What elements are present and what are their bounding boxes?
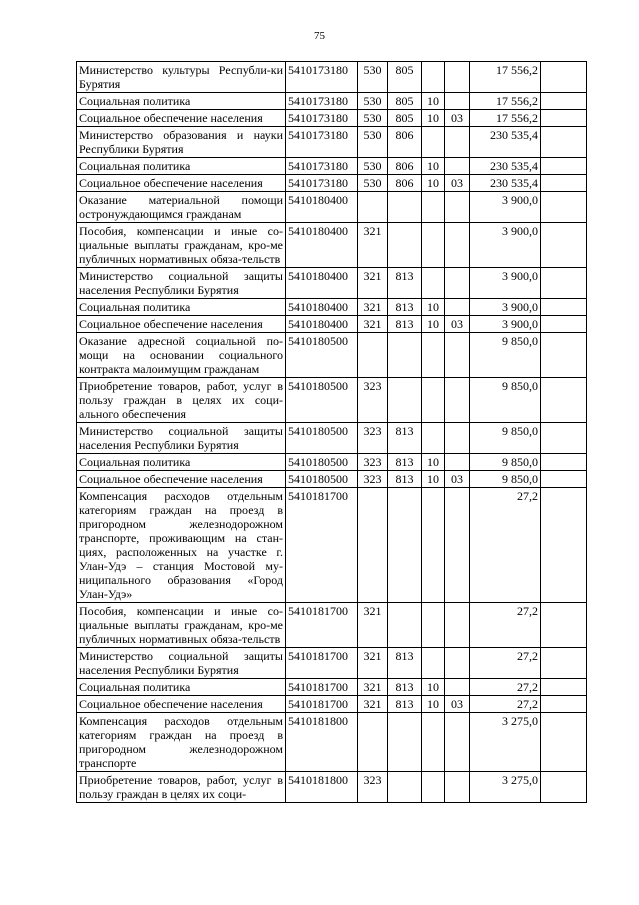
row-code-cell: 5410181700: [286, 488, 358, 603]
row-code-cell: 5410180500: [286, 423, 358, 454]
row-code-cell: 5410180400: [286, 268, 358, 299]
row-grbs-cell: 813: [388, 268, 422, 299]
row-amount-cell: 27,2: [470, 603, 541, 648]
row-blank-cell: [541, 110, 587, 127]
row-amount-cell: 9 850,0: [470, 378, 541, 423]
row-pr-cell: [445, 772, 470, 803]
table-row: [77, 175, 587, 192]
row-vr-cell: 321: [358, 316, 388, 333]
row-grbs-cell: 805: [388, 62, 422, 93]
row-grbs-cell: 813: [388, 423, 422, 454]
row-amount-cell: 27,2: [470, 696, 541, 713]
table-row: [77, 333, 587, 378]
row-rz-cell: [422, 603, 445, 648]
row-pr-cell: 03: [445, 471, 470, 488]
table-row: [77, 696, 587, 713]
row-blank-cell: [541, 648, 587, 679]
row-name-cell: Приобретение товаров, работ, услуг в пользу граждан в целях их соци-: [77, 772, 286, 803]
row-grbs-cell: 813: [388, 454, 422, 471]
row-vr-cell: 530: [358, 93, 388, 110]
row-blank-cell: [541, 696, 587, 713]
row-amount-cell: 3 900,0: [470, 223, 541, 268]
row-rz-cell: [422, 488, 445, 603]
table-row: [77, 268, 587, 299]
row-code-cell: 5410181800: [286, 713, 358, 772]
table-row: [77, 488, 587, 603]
row-vr-cell: 323: [358, 471, 388, 488]
row-vr-cell: 321: [358, 679, 388, 696]
row-grbs-cell: 813: [388, 299, 422, 316]
table-row: [77, 223, 587, 268]
row-name-cell: Компенсация расходов отдельным категориям граждан на проезд в пригородном железнодорожном транспорте, проживающим на стан-циях, расположенных на участке г. Улан-Удэ – станция Мостовой му-ниципального образования «Город Улан-Удэ»: [77, 488, 286, 603]
row-pr-cell: [445, 603, 470, 648]
table-row: [77, 316, 587, 333]
row-rz-cell: [422, 648, 445, 679]
table-row: [77, 127, 587, 158]
row-vr-cell: 321: [358, 696, 388, 713]
row-amount-cell: 27,2: [470, 488, 541, 603]
table-row: [77, 648, 587, 679]
row-amount-cell: 9 850,0: [470, 471, 541, 488]
row-blank-cell: [541, 299, 587, 316]
row-vr-cell: 321: [358, 648, 388, 679]
row-rz-cell: 10: [422, 110, 445, 127]
table-row: [77, 603, 587, 648]
row-pr-cell: [445, 333, 470, 378]
row-code-cell: 5410181700: [286, 696, 358, 713]
row-vr-cell: 323: [358, 772, 388, 803]
row-amount-cell: 3 900,0: [470, 268, 541, 299]
row-code-cell: 5410180500: [286, 471, 358, 488]
row-name-cell: Министерство социальной защиты населения Республики Бурятия: [77, 268, 286, 299]
row-grbs-cell: 805: [388, 93, 422, 110]
row-vr-cell: [358, 488, 388, 603]
row-grbs-cell: 813: [388, 316, 422, 333]
row-code-cell: 5410181800: [286, 772, 358, 803]
row-pr-cell: [445, 158, 470, 175]
row-grbs-cell: 806: [388, 158, 422, 175]
row-grbs-cell: [388, 192, 422, 223]
row-blank-cell: [541, 223, 587, 268]
row-blank-cell: [541, 127, 587, 158]
row-pr-cell: 03: [445, 175, 470, 192]
row-amount-cell: 230 535,4: [470, 127, 541, 158]
row-amount-cell: 17 556,2: [470, 93, 541, 110]
row-amount-cell: 3 275,0: [470, 713, 541, 772]
row-rz-cell: 10: [422, 299, 445, 316]
table-row: [77, 110, 587, 127]
row-amount-cell: 3 900,0: [470, 316, 541, 333]
row-rz-cell: [422, 713, 445, 772]
row-amount-cell: 3 900,0: [470, 192, 541, 223]
row-grbs-cell: 806: [388, 127, 422, 158]
row-pr-cell: [445, 93, 470, 110]
row-name-cell: Министерство социальной защиты населения Республики Бурятия: [77, 423, 286, 454]
row-name-cell: Компенсация расходов отдельным категориям граждан на проезд в пригородном железнодорожном транспорте: [77, 713, 286, 772]
row-name-cell: Социальная политика: [77, 454, 286, 471]
row-grbs-cell: [388, 223, 422, 268]
row-amount-cell: 230 535,4: [470, 175, 541, 192]
row-vr-cell: 530: [358, 158, 388, 175]
row-rz-cell: [422, 62, 445, 93]
row-name-cell: Пособия, компенсации и иные со-циальные выплаты гражданам, кро-ме публичных нормативных обяза-тельств: [77, 603, 286, 648]
table-row: [77, 93, 587, 110]
row-vr-cell: 321: [358, 268, 388, 299]
row-blank-cell: [541, 488, 587, 603]
row-grbs-cell: 813: [388, 648, 422, 679]
row-pr-cell: [445, 713, 470, 772]
row-pr-cell: [445, 268, 470, 299]
row-rz-cell: [422, 192, 445, 223]
row-grbs-cell: [388, 772, 422, 803]
row-rz-cell: 10: [422, 93, 445, 110]
row-amount-cell: 3 275,0: [470, 772, 541, 803]
row-name-cell: Социальное обеспечение населения: [77, 316, 286, 333]
row-name-cell: Министерство социальной защиты населения Республики Бурятия: [77, 648, 286, 679]
row-rz-cell: [422, 333, 445, 378]
page-number: 75: [314, 30, 325, 42]
row-blank-cell: [541, 333, 587, 378]
row-grbs-cell: [388, 488, 422, 603]
row-pr-cell: [445, 192, 470, 223]
row-blank-cell: [541, 603, 587, 648]
row-blank-cell: [541, 454, 587, 471]
row-pr-cell: [445, 454, 470, 471]
row-rz-cell: 10: [422, 316, 445, 333]
table-row: [77, 299, 587, 316]
row-grbs-cell: [388, 603, 422, 648]
row-vr-cell: 321: [358, 223, 388, 268]
row-name-cell: Социальное обеспечение населения: [77, 110, 286, 127]
row-vr-cell: 530: [358, 110, 388, 127]
row-amount-cell: 27,2: [470, 679, 541, 696]
row-rz-cell: [422, 772, 445, 803]
row-code-cell: 5410173180: [286, 110, 358, 127]
row-pr-cell: 03: [445, 316, 470, 333]
row-vr-cell: [358, 713, 388, 772]
row-vr-cell: 323: [358, 423, 388, 454]
row-amount-cell: 9 850,0: [470, 423, 541, 454]
budget-table-body: [77, 62, 587, 803]
row-name-cell: Министерство образования и науки Республики Бурятия: [77, 127, 286, 158]
row-rz-cell: [422, 127, 445, 158]
row-blank-cell: [541, 175, 587, 192]
row-blank-cell: [541, 158, 587, 175]
row-name-cell: Пособия, компенсации и иные со-циальные выплаты гражданам, кро-ме публичных нормативных обяза-тельств: [77, 223, 286, 268]
row-grbs-cell: 813: [388, 696, 422, 713]
row-pr-cell: [445, 223, 470, 268]
row-code-cell: 5410173180: [286, 93, 358, 110]
row-grbs-cell: [388, 333, 422, 378]
row-pr-cell: 03: [445, 696, 470, 713]
row-grbs-cell: [388, 378, 422, 423]
row-code-cell: 5410181700: [286, 679, 358, 696]
row-rz-cell: 10: [422, 454, 445, 471]
row-name-cell: Оказание адресной социальной по-мощи на основании социального контракта малоимущим гражданам: [77, 333, 286, 378]
row-vr-cell: 321: [358, 299, 388, 316]
row-pr-cell: [445, 127, 470, 158]
row-amount-cell: 230 535,4: [470, 158, 541, 175]
row-grbs-cell: 806: [388, 175, 422, 192]
row-code-cell: 5410181700: [286, 603, 358, 648]
row-code-cell: 5410180500: [286, 378, 358, 423]
row-amount-cell: 9 850,0: [470, 454, 541, 471]
table-row: [77, 713, 587, 772]
row-code-cell: 5410173180: [286, 127, 358, 158]
row-code-cell: 5410180400: [286, 299, 358, 316]
row-code-cell: 5410180500: [286, 333, 358, 378]
row-name-cell: Приобретение товаров, работ, услуг в пользу граждан в целях их соци-ального обеспечения: [77, 378, 286, 423]
table-row: [77, 772, 587, 803]
row-pr-cell: [445, 299, 470, 316]
row-code-cell: 5410173180: [286, 175, 358, 192]
row-blank-cell: [541, 772, 587, 803]
row-rz-cell: [422, 378, 445, 423]
row-blank-cell: [541, 471, 587, 488]
row-pr-cell: [445, 679, 470, 696]
row-vr-cell: [358, 333, 388, 378]
table-row: [77, 679, 587, 696]
row-vr-cell: 323: [358, 454, 388, 471]
row-name-cell: Социальное обеспечение населения: [77, 696, 286, 713]
row-blank-cell: [541, 713, 587, 772]
row-rz-cell: [422, 223, 445, 268]
table-row: [77, 423, 587, 454]
row-blank-cell: [541, 93, 587, 110]
row-amount-cell: 3 900,0: [470, 299, 541, 316]
row-rz-cell: 10: [422, 696, 445, 713]
row-rz-cell: 10: [422, 158, 445, 175]
row-name-cell: Социальная политика: [77, 679, 286, 696]
row-grbs-cell: [388, 713, 422, 772]
row-pr-cell: 03: [445, 110, 470, 127]
row-name-cell: Министерство культуры Республи-ки Бурятия: [77, 62, 286, 93]
row-code-cell: 5410180400: [286, 223, 358, 268]
row-code-cell: 5410173180: [286, 158, 358, 175]
budget-table: [76, 61, 587, 803]
row-code-cell: 5410181700: [286, 648, 358, 679]
row-grbs-cell: 813: [388, 679, 422, 696]
row-rz-cell: [422, 268, 445, 299]
row-name-cell: Социальная политика: [77, 93, 286, 110]
table-row: [77, 62, 587, 93]
row-name-cell: Социальная политика: [77, 158, 286, 175]
table-row: [77, 454, 587, 471]
row-name-cell: Социальное обеспечение населения: [77, 471, 286, 488]
row-pr-cell: [445, 488, 470, 603]
row-amount-cell: 17 556,2: [470, 110, 541, 127]
row-blank-cell: [541, 423, 587, 454]
row-grbs-cell: 805: [388, 110, 422, 127]
row-pr-cell: [445, 648, 470, 679]
row-amount-cell: 17 556,2: [470, 62, 541, 93]
row-vr-cell: 530: [358, 175, 388, 192]
row-pr-cell: [445, 378, 470, 423]
table-row: [77, 192, 587, 223]
row-name-cell: Оказание материальной помощи остронуждающимся гражданам: [77, 192, 286, 223]
row-blank-cell: [541, 192, 587, 223]
row-name-cell: Социальная политика: [77, 299, 286, 316]
table-row: [77, 471, 587, 488]
row-rz-cell: [422, 423, 445, 454]
row-vr-cell: [358, 192, 388, 223]
row-vr-cell: 530: [358, 127, 388, 158]
row-code-cell: 5410173180: [286, 62, 358, 93]
row-rz-cell: 10: [422, 471, 445, 488]
row-code-cell: 5410180400: [286, 316, 358, 333]
row-blank-cell: [541, 679, 587, 696]
row-vr-cell: 530: [358, 62, 388, 93]
row-pr-cell: [445, 62, 470, 93]
row-blank-cell: [541, 62, 587, 93]
row-amount-cell: 27,2: [470, 648, 541, 679]
row-blank-cell: [541, 268, 587, 299]
row-blank-cell: [541, 378, 587, 423]
row-vr-cell: 321: [358, 603, 388, 648]
table-row: [77, 158, 587, 175]
row-rz-cell: 10: [422, 679, 445, 696]
row-amount-cell: 9 850,0: [470, 333, 541, 378]
row-name-cell: Социальное обеспечение населения: [77, 175, 286, 192]
table-row: [77, 378, 587, 423]
row-pr-cell: [445, 423, 470, 454]
row-vr-cell: 323: [358, 378, 388, 423]
row-code-cell: 5410180500: [286, 454, 358, 471]
row-blank-cell: [541, 316, 587, 333]
row-grbs-cell: 813: [388, 471, 422, 488]
row-code-cell: 5410180400: [286, 192, 358, 223]
row-rz-cell: 10: [422, 175, 445, 192]
